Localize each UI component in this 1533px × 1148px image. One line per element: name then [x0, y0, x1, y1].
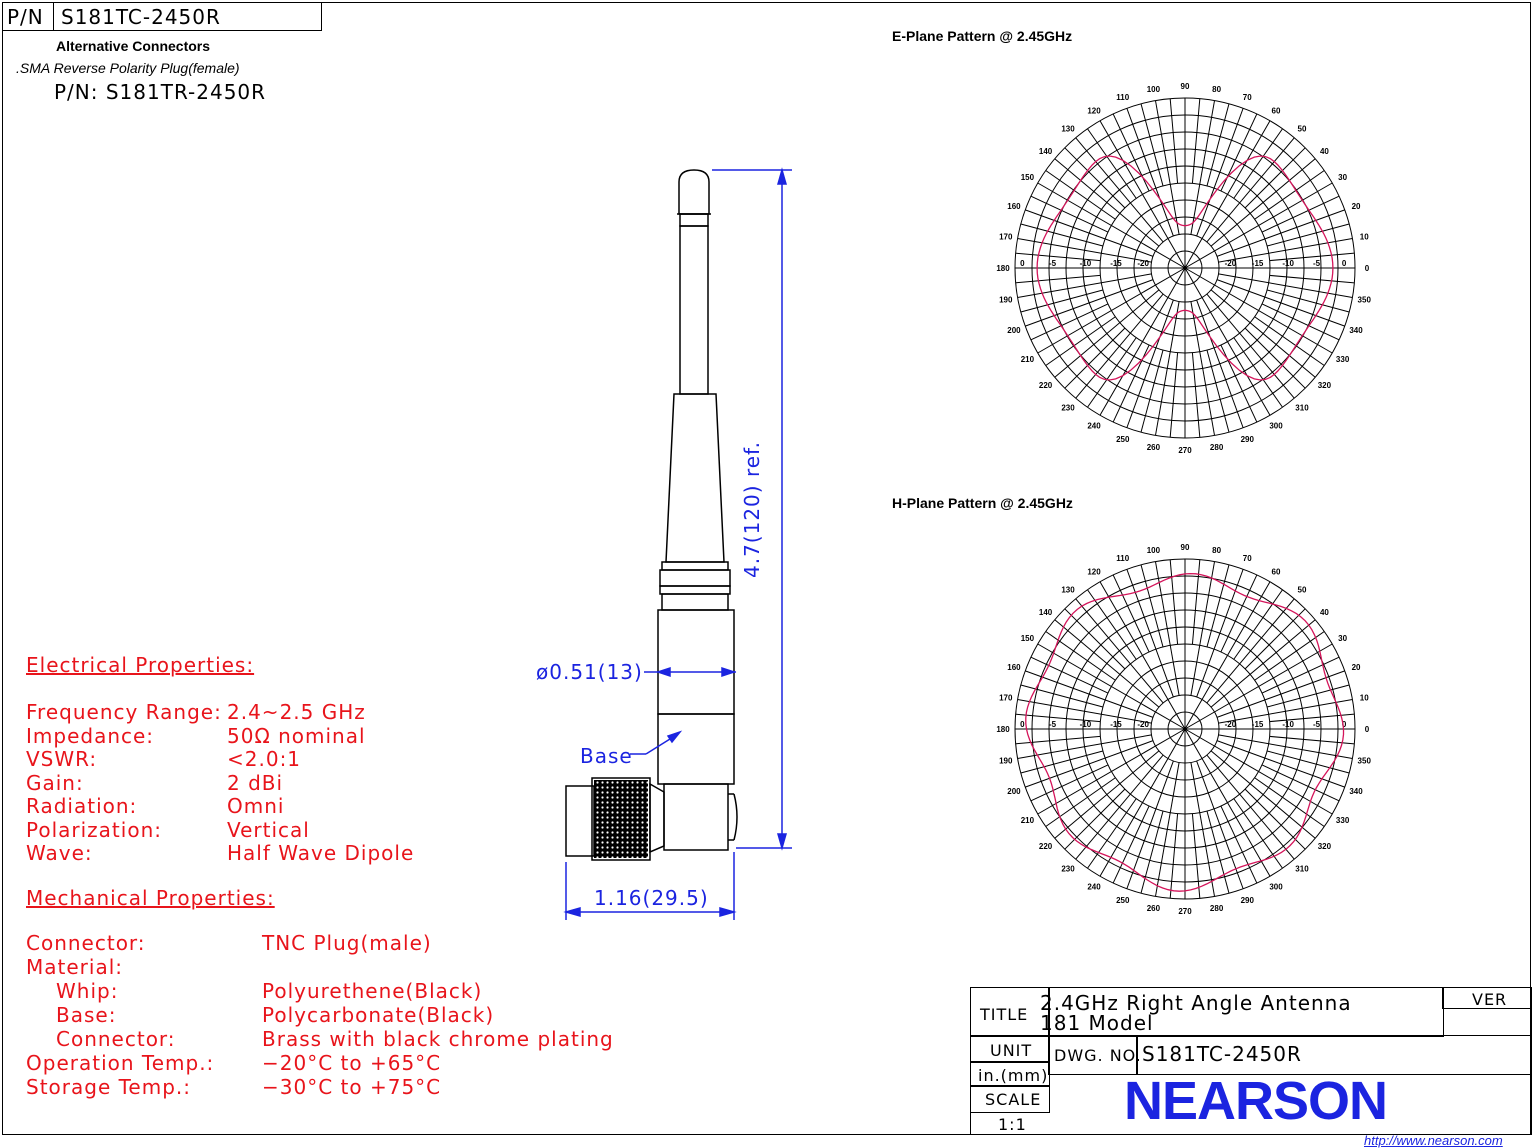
angle-label: 270 — [1178, 446, 1192, 455]
title-label: TITLE — [980, 1005, 1029, 1024]
angle-label: 30 — [1338, 173, 1348, 182]
electrical-value: Vertical — [227, 817, 310, 842]
angle-label: 290 — [1240, 435, 1254, 445]
angle-label: 180 — [996, 264, 1010, 273]
pn-value: S181TC-2450R — [61, 5, 221, 29]
alt-connector-desc: .SMA Reverse Polarity Plug(female) — [16, 60, 240, 76]
ring-label: -10 — [1282, 259, 1294, 268]
angle-label: 110 — [1116, 92, 1130, 102]
electrical-value: Omni — [227, 794, 285, 818]
angle-label: 310 — [1295, 403, 1309, 413]
angle-label: 230 — [1061, 403, 1075, 413]
ring-label: -20 — [1137, 720, 1149, 729]
knurl-pattern — [594, 780, 648, 858]
mechanical-label: Connector: — [26, 931, 146, 955]
angle-label: 100 — [1146, 545, 1161, 555]
dwg-label: DWG. NO. — [1054, 1046, 1142, 1065]
angle-label: 70 — [1242, 92, 1252, 102]
whip-taper — [666, 394, 724, 562]
ring-label: -20 — [1224, 259, 1237, 268]
angle-label: 80 — [1212, 84, 1222, 94]
electrical-value: 50Ω nominal — [227, 723, 366, 748]
website-link[interactable]: http://www.nearson.com — [1364, 1133, 1503, 1148]
angle-label: 200 — [1007, 787, 1021, 797]
connector-nut — [566, 786, 594, 856]
mechanical-heading: Mechanical Properties: — [26, 886, 275, 910]
angle-label: 40 — [1319, 147, 1329, 157]
angle-label: 350 — [1357, 756, 1371, 766]
angle-label: 280 — [1209, 443, 1224, 453]
angle-label: 320 — [1317, 380, 1332, 390]
ring-label: -20 — [1137, 259, 1149, 268]
unit-label: UNIT — [990, 1041, 1033, 1060]
angle-label: 200 — [1007, 326, 1021, 336]
ring-label: 0 — [1020, 259, 1025, 268]
angle-label: 300 — [1269, 882, 1283, 892]
alt-connectors-title: Alternative Connectors — [56, 38, 211, 54]
whip-tip — [679, 170, 709, 214]
ring-label: -5 — [1313, 259, 1321, 268]
angle-label: 50 — [1297, 124, 1307, 134]
angle-label: 210 — [1020, 355, 1035, 364]
angle-label: 60 — [1271, 106, 1281, 116]
ring-label: -10 — [1079, 720, 1092, 729]
angle-label: 230 — [1061, 864, 1075, 874]
angle-label: 330 — [1335, 816, 1350, 825]
angle-label: 160 — [1007, 201, 1021, 211]
mechanical-value: Brass with black chrome plating — [262, 1027, 614, 1051]
electrical-value: Half Wave Dipole — [227, 841, 415, 865]
ring-label: -15 — [1251, 720, 1264, 729]
angle-label: 80 — [1212, 545, 1222, 555]
angle-label: 320 — [1317, 841, 1332, 851]
angle-label: 290 — [1240, 896, 1254, 906]
electrical-heading: Electrical Properties: — [26, 653, 255, 677]
mechanical-label: Whip: — [56, 979, 119, 1003]
ring-label: 0 — [1341, 720, 1347, 729]
angle-label: 20 — [1351, 662, 1361, 672]
mechanical-value: −30°C to +75°C — [262, 1075, 442, 1099]
angle-label: 140 — [1038, 608, 1053, 618]
ring-label: -20 — [1224, 720, 1237, 729]
h-plane-polar-plot — [995, 539, 1375, 919]
angle-label: 50 — [1297, 585, 1307, 595]
e-plane-title: E-Plane Pattern @ 2.45GHz — [892, 28, 1073, 44]
angle-label: 90 — [1180, 543, 1190, 552]
ring-label: -15 — [1110, 720, 1122, 729]
dwg-number: S181TC-2450R — [1142, 1042, 1302, 1066]
width-dimension: 1.16(29.5) — [594, 886, 709, 910]
angle-label: 30 — [1338, 634, 1348, 643]
electrical-label: Wave: — [26, 841, 93, 865]
base-callout: Base — [580, 744, 633, 768]
angle-label: 280 — [1209, 904, 1224, 914]
angle-label: 310 — [1295, 864, 1309, 874]
angle-label: 140 — [1038, 147, 1053, 157]
angle-label: 60 — [1271, 567, 1281, 577]
electrical-label: VSWR: — [26, 747, 98, 771]
ring-label: 0 — [1020, 720, 1025, 729]
angle-label: 40 — [1319, 608, 1329, 618]
angle-label: 10 — [1359, 232, 1369, 242]
angle-label: 150 — [1020, 173, 1035, 182]
angle-label: 120 — [1087, 106, 1101, 116]
angle-label: 130 — [1061, 124, 1075, 134]
whip-body — [680, 226, 708, 394]
base-upper — [658, 610, 734, 714]
e-plane-polar-plot — [995, 78, 1375, 458]
electrical-label: Polarization: — [26, 817, 162, 842]
angle-label: 150 — [1020, 634, 1035, 643]
angle-label: 20 — [1351, 201, 1361, 211]
h-plane-title: H-Plane Pattern @ 2.45GHz — [892, 495, 1073, 511]
electrical-value: 2.4~2.5 GHz — [227, 700, 366, 724]
electrical-label: Radiation: — [26, 794, 138, 818]
scale-label: SCALE — [985, 1090, 1042, 1109]
nearson-logo: NEARSON — [1124, 1071, 1388, 1131]
ring-label: 0 — [1341, 259, 1347, 268]
angle-label: 130 — [1061, 585, 1075, 595]
unit-value: in.(mm) — [978, 1066, 1049, 1085]
angle-label: 220 — [1038, 380, 1053, 390]
angle-label: 160 — [1007, 662, 1021, 672]
mechanical-label: Base: — [56, 1003, 117, 1027]
angle-label: 170 — [999, 232, 1013, 242]
angle-label: 180 — [996, 725, 1010, 734]
mechanical-value: −20°C to +65°C — [262, 1051, 442, 1075]
electrical-value: 2 dBi — [227, 770, 284, 795]
mechanical-value: Polyurethene(Black) — [262, 979, 483, 1003]
angle-label: 170 — [999, 693, 1013, 703]
elbow — [664, 784, 728, 850]
mechanical-value: TNC Plug(male) — [262, 931, 432, 955]
title-line-2: 181 Model — [1040, 1011, 1154, 1035]
mechanical-label: Connector: — [56, 1027, 176, 1051]
angle-label: 110 — [1116, 553, 1130, 563]
angle-label: 250 — [1116, 435, 1130, 445]
angle-label: 270 — [1178, 907, 1192, 916]
angle-label: 120 — [1087, 567, 1101, 577]
ring-label: -5 — [1313, 720, 1321, 729]
ring-label: -15 — [1110, 259, 1122, 268]
diameter-dimension: ø0.51(13) — [536, 660, 643, 684]
angle-label: 250 — [1116, 896, 1130, 906]
scale-value: 1:1 — [998, 1115, 1027, 1134]
angle-label: 240 — [1087, 882, 1101, 892]
angle-label: 0 — [1364, 264, 1370, 273]
ring-label: -10 — [1079, 259, 1092, 268]
angle-label: 10 — [1359, 693, 1369, 703]
mechanical-label: Operation Temp.: — [26, 1051, 215, 1075]
alt-part-number: P/N: S181TR-2450R — [54, 80, 267, 104]
electrical-label: Gain: — [26, 770, 84, 795]
electrical-label: Impedance: — [26, 723, 155, 748]
title-line-1: 2.4GHz Right Angle Antenna — [1040, 991, 1352, 1015]
ver-label: VER — [1472, 990, 1508, 1009]
electrical-value: <2.0:1 — [227, 747, 302, 771]
angle-label: 190 — [999, 295, 1013, 305]
angle-label: 330 — [1335, 355, 1350, 364]
pn-label: P/N — [7, 5, 44, 29]
angle-label: 260 — [1146, 904, 1161, 914]
electrical-label: Frequency Range: — [26, 700, 222, 724]
angle-label: 340 — [1349, 326, 1363, 336]
angle-label: 90 — [1180, 82, 1190, 91]
angle-label: 260 — [1146, 443, 1161, 453]
angle-label: 340 — [1349, 787, 1363, 797]
mechanical-label: Storage Temp.: — [26, 1075, 192, 1099]
angle-label: 0 — [1364, 725, 1370, 734]
ring-label: -5 — [1049, 720, 1057, 729]
mechanical-value: Polycarbonate(Black) — [262, 1003, 495, 1027]
angle-label: 190 — [999, 756, 1013, 766]
mechanical-label: Material: — [26, 955, 123, 979]
angle-label: 240 — [1087, 421, 1101, 431]
ring-label: -10 — [1282, 720, 1294, 729]
angle-label: 220 — [1038, 841, 1053, 851]
ring-label: -15 — [1251, 259, 1264, 268]
height-dimension: 4.7(120) ref. — [740, 441, 764, 578]
angle-label: 300 — [1269, 421, 1283, 431]
base-lower — [658, 714, 734, 784]
ring-label: -5 — [1049, 259, 1057, 268]
angle-label: 100 — [1146, 84, 1161, 94]
angle-label: 350 — [1357, 295, 1371, 305]
angle-label: 70 — [1242, 553, 1252, 563]
angle-label: 210 — [1020, 816, 1035, 825]
